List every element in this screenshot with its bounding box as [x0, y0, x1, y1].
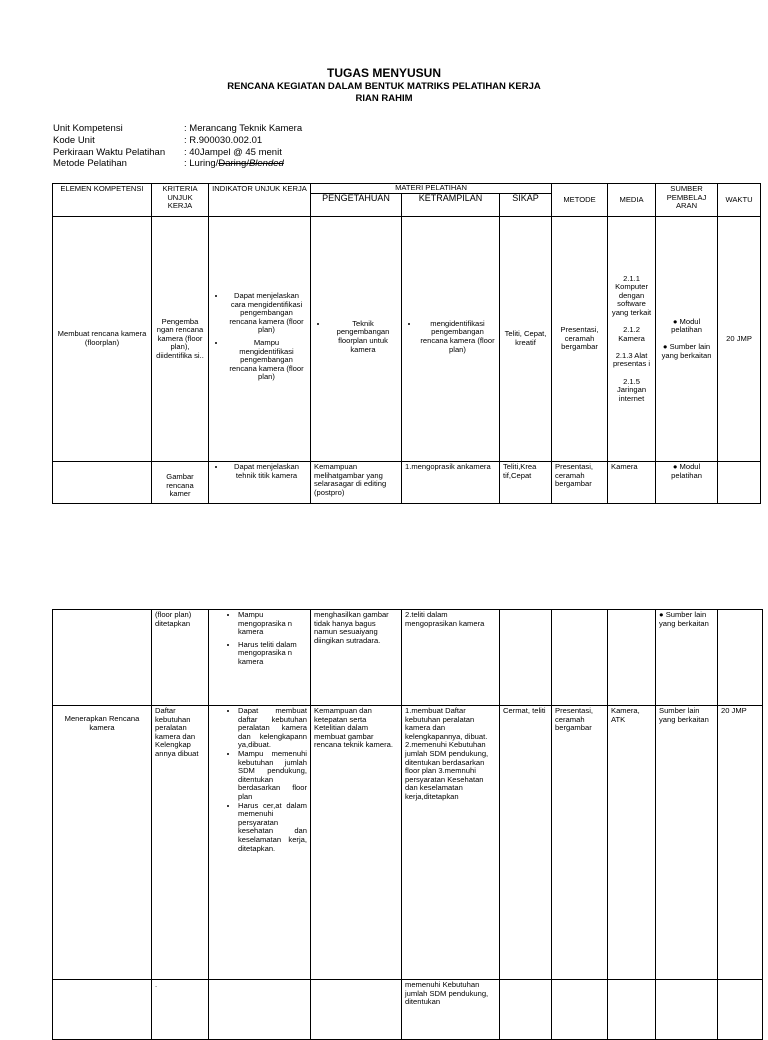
sumber-item: ● Sumber lain yang berkaitan — [661, 342, 712, 360]
cell-metode: Presentasi, ceramah bergambar — [552, 217, 608, 462]
cell-waktu — [718, 610, 763, 706]
table-row — [53, 706, 763, 980]
cell-sikap — [500, 610, 552, 706]
metode-blended: Blended — [248, 158, 284, 169]
header-ketrampilan: KETRAMPILAN — [402, 194, 500, 217]
meta-value: : Merancang Teknik Kamera — [184, 123, 303, 134]
meta-label: Kode Unit — [53, 135, 95, 146]
cell-elemen: Membuat rencana kamera (floorplan) — [53, 217, 152, 462]
cell-kriteria: Gambar rencana kamer — [152, 462, 209, 504]
cell-sumber: ● Sumber lain yang berkaitan — [656, 610, 718, 706]
cell-metode — [552, 610, 608, 706]
training-matrix-table-2 — [52, 609, 763, 1040]
cell-media — [608, 610, 656, 706]
metode-daring: Daring/ — [218, 158, 249, 169]
cell-indikator — [209, 706, 311, 980]
meta-value: : 40Jampel @ 45 menit — [184, 147, 282, 158]
cell-metode: Presentasi, ceramah bergambar — [552, 706, 608, 980]
training-matrix-table-1 — [52, 183, 761, 504]
cell-ketrampilan: 2.teliti dalam mengoprasikan kamera — [402, 610, 500, 706]
media-item: 2.1.3 Alat presentas i — [612, 350, 651, 369]
table-row — [53, 462, 761, 504]
header-waktu: WAKTU — [718, 184, 761, 217]
cell-elemen — [53, 462, 152, 504]
table-row — [53, 980, 763, 1040]
cell-waktu — [718, 980, 763, 1040]
meta-label: Metode Pelatihan — [53, 158, 127, 169]
cell-pengetahuan — [311, 217, 402, 462]
cell-ketrampilan — [402, 217, 500, 462]
cell-pengetahuan: menghasilkan gambar tidak hanya bagus namun sesuaiyang diingikan sutradara. — [311, 610, 402, 706]
cell-pengetahuan: Kemampuan melihatgambar yang selarasagar di editing (postpro) — [311, 462, 402, 504]
header-materi: MATERI PELATIHAN — [311, 184, 552, 194]
indikator-item: • Mampu memenuhi kebutuhan jumlah SDM pendukung, ditentukan berdasarkan floor plan — [238, 750, 307, 802]
cell-indikator — [209, 462, 311, 504]
cell-sikap: Teliti, Cepat, kreatif — [500, 217, 552, 462]
cell-elemen — [53, 610, 152, 706]
document-author: RIAN RAHIM — [355, 93, 413, 104]
cell-ketrampilan: 1.membuat Daftar kebutuhan peralatan kamera dan kelengkapannya, dibuat. 2.memenuhi Kebutuhan jumlah SDM pendukung, ditentukan berdasarkan floor plan 3.memnuhi persyaratan Kesehatan dan keselamatan kerja,ditetapkan — [402, 706, 500, 980]
cell-elemen: Menerapkan Rencana kamera — [53, 706, 152, 980]
cell-kriteria: (floor plan) ditetapkan — [152, 610, 209, 706]
document-subtitle: RENCANA KEGIATAN DALAM BENTUK MATRIKS PELATIHAN KERJA — [227, 81, 541, 92]
indikator-item: • Harus teliti dalam mengoprasika n kamera — [238, 641, 307, 667]
cell-sikap — [500, 980, 552, 1040]
indikator-item: • Dapat menjelaskan tehnik titik kamera — [226, 463, 307, 480]
cell-sumber: ● Modul pelatihan — [656, 462, 718, 504]
cell-sikap: Teliti,Krea tif,Cepat — [500, 462, 552, 504]
cell-elemen — [53, 980, 152, 1040]
document-title: TUGAS MENYUSUN — [326, 66, 441, 80]
cell-ketrampilan: 1.mengoprasik ankamera — [402, 462, 500, 504]
media-item: 2.1.1 Komputer dengan software yang terkait — [611, 273, 652, 317]
table-row — [53, 217, 761, 462]
header-metode: METODE — [552, 184, 608, 217]
cell-indikator — [209, 980, 311, 1040]
meta-value — [184, 159, 284, 169]
header-sikap: SIKAP — [500, 194, 552, 217]
media-item: 2.1.2 Kamera — [618, 325, 645, 343]
header-sumber: SUMBER PEMBELAJ ARAN — [656, 184, 718, 217]
indikator-item: • Dapat membuat daftar kebutuhan peralatan kamera dan kelengkapann ya,dibuat. — [238, 707, 307, 750]
cell-indikator — [209, 217, 311, 462]
cell-kriteria: . — [152, 980, 209, 1040]
cell-media: Kamera, ATK — [608, 706, 656, 980]
cell-indikator — [209, 610, 311, 706]
cell-waktu: 20 JMP — [718, 217, 761, 462]
sumber-item: ● Modul pelatihan — [671, 316, 702, 335]
cell-kriteria: Pengemba ngan rencana kamera (floor plan), diidentifika si.. — [152, 217, 209, 462]
pengetahuan-item: • Teknik pengembangan floorplan untuk kamera — [328, 320, 398, 354]
cell-metode: Presentasi, ceramah bergambar — [552, 462, 608, 504]
cell-kriteria: Daftar kebutuhan peralatan kamera dan Kelengkap annya dibuat — [152, 706, 209, 980]
indikator-item: • Mampu mengidentifikasi pengembangan rencana kamera (floor plan) — [226, 339, 307, 382]
media-item: 2.1.5 Jaringan internet — [616, 376, 647, 403]
cell-pengetahuan — [311, 980, 402, 1040]
meta-value: : R.900030.002.01 — [184, 135, 263, 146]
indikator-item: • Mampu mengoprasika n kamera — [238, 611, 307, 637]
header-kriteria: KRITERIA UNJUK KERJA — [152, 184, 209, 217]
cell-pengetahuan: Kemampuan dan ketepatan serta Ketelitian dalam membuat gambar rencana teknik kamera. — [311, 706, 402, 980]
indikator-item: • Dapat menjelaskan cara mengidentifikasi pengembangan rencana kamera (floor plan) — [226, 292, 307, 335]
meta-label: Perkiraan Waktu Pelatihan — [53, 147, 166, 158]
cell-media — [608, 217, 656, 462]
cell-sumber: Sumber lain yang berkaitan — [656, 706, 718, 980]
indikator-item: • Harus cer,at dalam memenuhi persyaratan kesehatan dan keselamatan kerja, ditetapkan. — [238, 802, 307, 854]
cell-ketrampilan: memenuhi Kebutuhan jumlah SDM pendukung, ditentukan — [402, 980, 500, 1040]
header-media: MEDIA — [608, 184, 656, 217]
cell-waktu — [718, 462, 761, 504]
cell-media — [608, 980, 656, 1040]
header-indikator: INDIKATOR UNJUK KERJA — [209, 184, 311, 217]
meta-label: Unit Kompetensi — [53, 123, 123, 134]
cell-media: Kamera — [608, 462, 656, 504]
cell-sumber — [656, 217, 718, 462]
cell-sumber — [656, 980, 718, 1040]
header-pengetahuan: PENGETAHUAN — [311, 194, 402, 217]
table-row — [53, 610, 763, 706]
metode-luring: : Luring/ — [184, 158, 219, 169]
cell-metode — [552, 980, 608, 1040]
header-elemen: ELEMEN KOMPETENSI — [53, 184, 152, 217]
cell-sikap: Cermat, teliti — [500, 706, 552, 980]
ketrampilan-item: • mengidentifikasi pengembangan rencana kamera (floor plan) — [419, 320, 496, 354]
cell-waktu: 20 JMP — [718, 706, 763, 980]
